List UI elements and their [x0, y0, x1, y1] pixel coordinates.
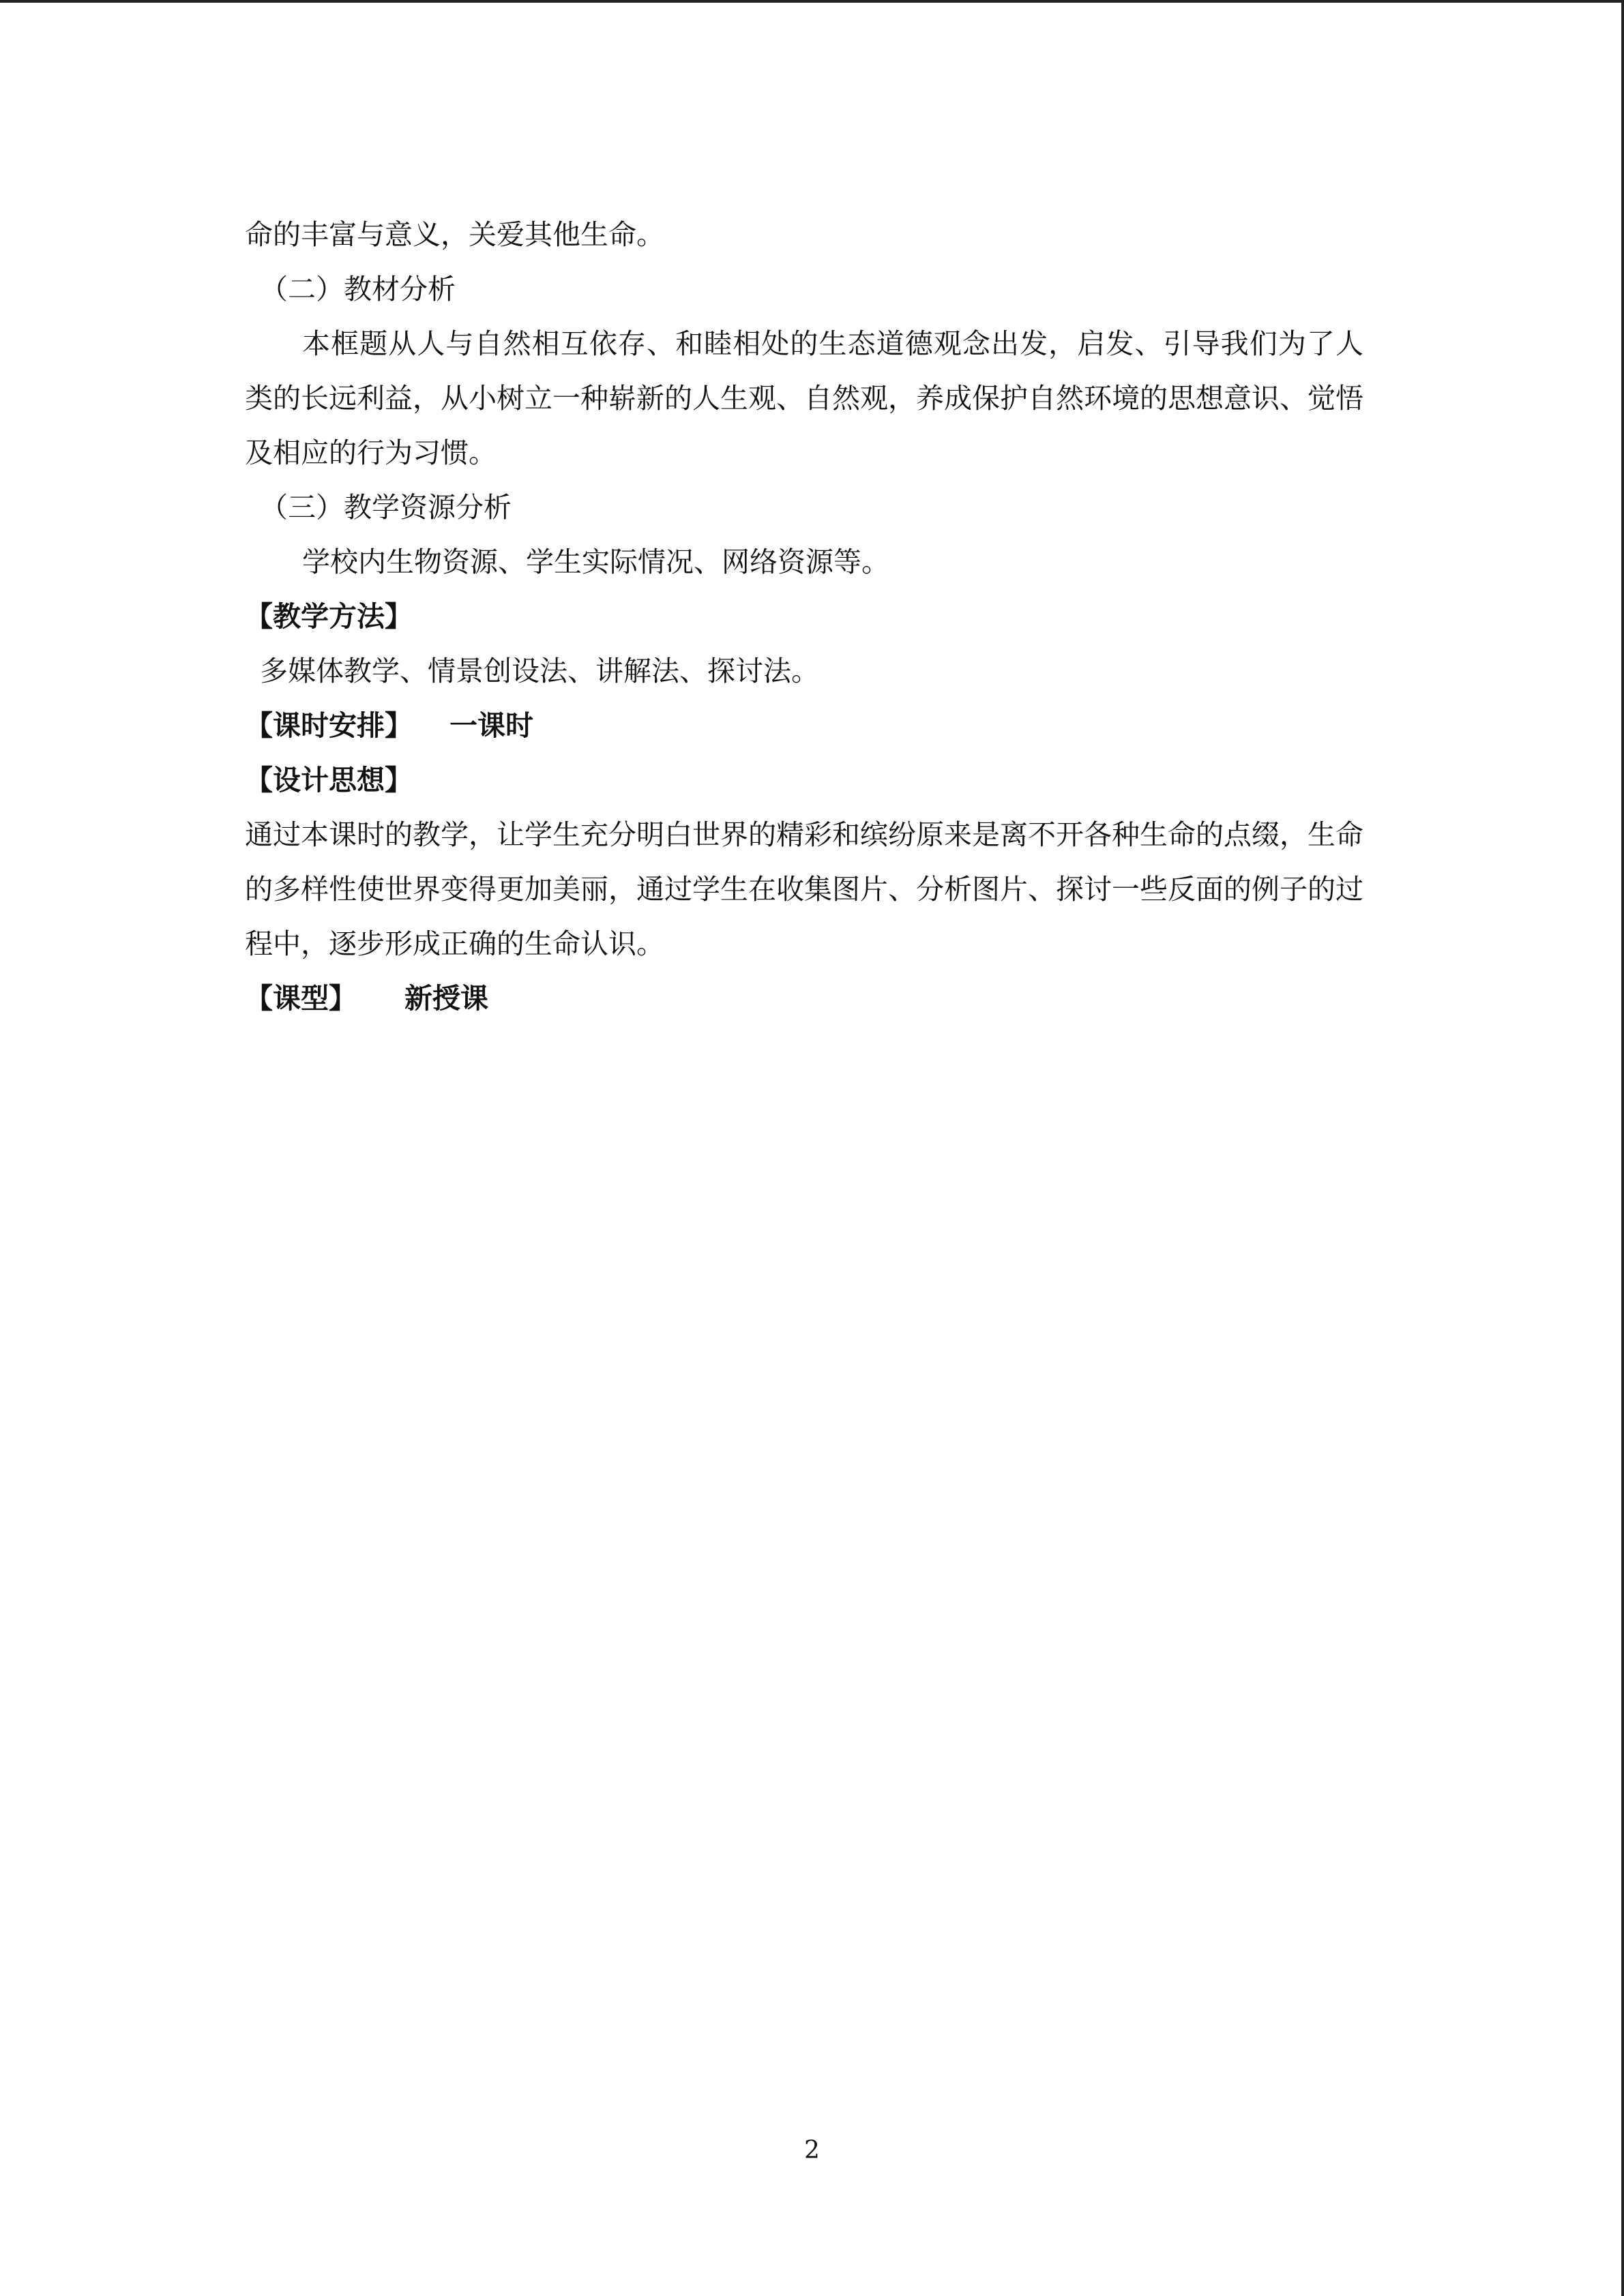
resource-analysis-heading: （三）教学资源分析: [260, 491, 512, 524]
schedule-value: 一课时: [449, 709, 533, 742]
page-number: 2: [804, 2136, 820, 2164]
document-content: [245, 207, 1363, 1026]
lesson-type-label: 【课型】: [245, 982, 357, 1015]
lesson-type-value: 新授课: [404, 982, 488, 1015]
teaching-method-label: 【教学方法】: [245, 600, 413, 633]
lesson-type-row: [245, 971, 1363, 1026]
schedule-row: [245, 698, 1363, 753]
textbook-analysis-heading: （二）教材分析: [260, 273, 456, 305]
design-idea-label: 【设计思想】: [245, 764, 413, 796]
teaching-method-body: 多媒体教学、情景创设法、讲解法、探讨法。: [260, 655, 819, 687]
design-idea-body: 通过本课时的教学，让学生充分明白世界的精彩和缤纷原来是离不开各种生命的点缀，生命的多样性使世界变得更加美丽，通过学生在收集图片、分析图片、探讨一些反面的例子的过程中，逐步形成正确的生命认识。: [245, 818, 1363, 960]
schedule-label: 【课时安排】: [245, 709, 413, 742]
textbook-analysis-body: 本框题从人与自然相互依存、和睦相处的生态道德观念出发，启发、引导我们为了人类的长远利益，从小树立一种崭新的人生观、自然观，养成保护自然环境的思想意识、觉悟及相应的行为习惯。: [245, 327, 1363, 469]
continued-paragraph: 命的丰富与意义，关爱其他生命。: [245, 218, 664, 251]
resource-analysis-body: 学校内生物资源、学生实际情况、网络资源等。: [302, 546, 889, 578]
